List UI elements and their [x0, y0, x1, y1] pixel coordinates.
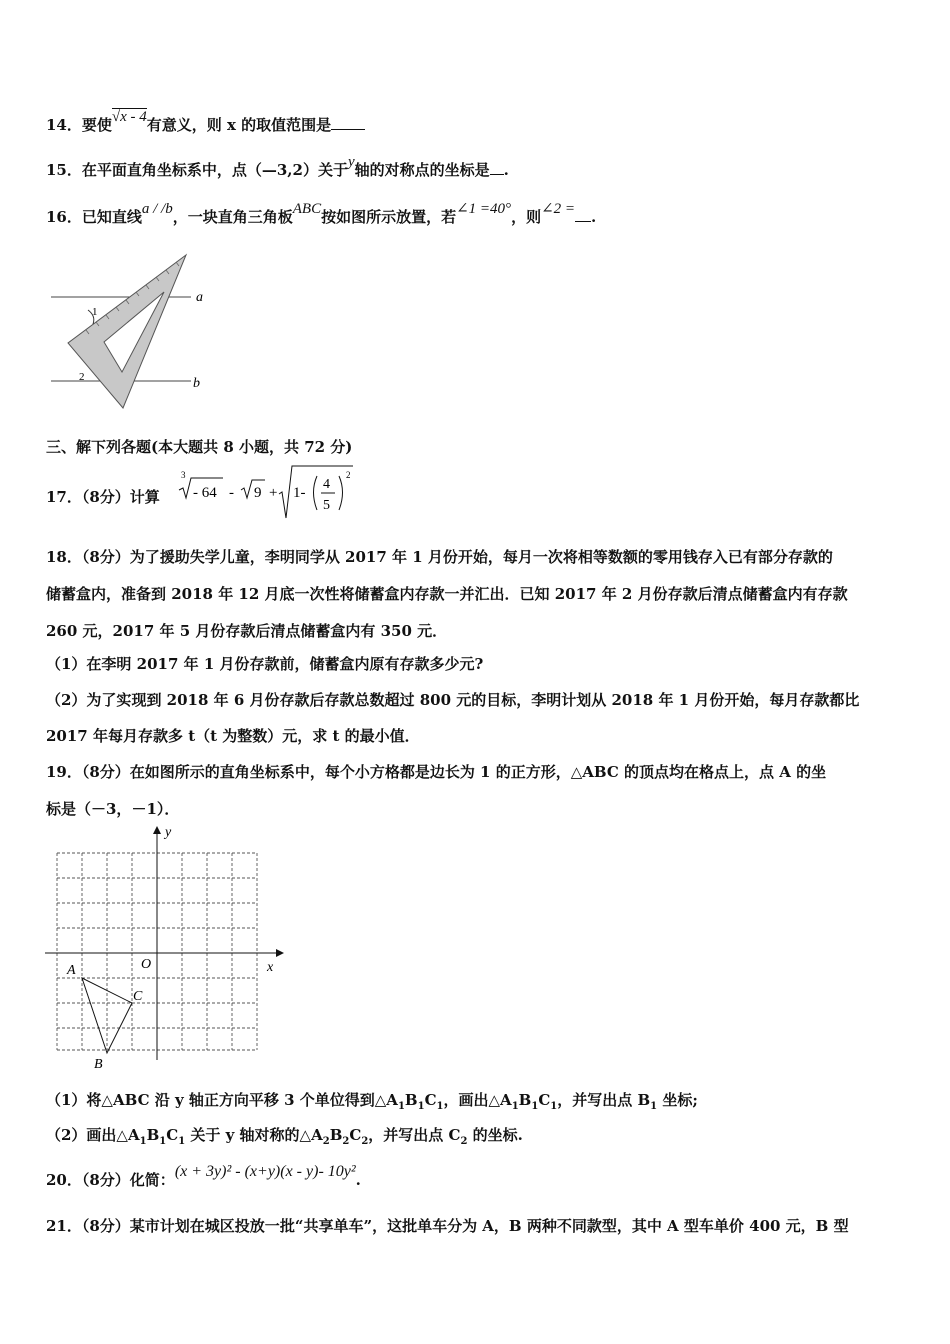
answer-blank [490, 160, 504, 175]
question-number: 16． [46, 208, 82, 226]
section-3-heading: 三、解下列各题(本大题共 8 小题，共 72 分) [46, 438, 353, 456]
text: （1）将△ABC 沿 y 轴正方向平移 3 个单位得到△A [46, 1091, 398, 1109]
question-18-sub2b: 2017 年每月存款多 t（t 为整数）元，求 t 的最小值． [46, 727, 420, 745]
question-15 [46, 154, 509, 181]
text: ，画出△A [443, 1091, 512, 1109]
text: （2）画出△A [46, 1126, 140, 1144]
x-axis-label: x [267, 960, 274, 975]
punctuation: . [503, 161, 509, 179]
answer-blank [331, 115, 365, 130]
vertex-c-label: C [133, 989, 143, 1004]
punctuation: . [591, 208, 597, 226]
line-a-label: a [196, 290, 203, 305]
left-paren [314, 476, 318, 510]
answer-blank [575, 207, 591, 222]
question-text: 17．（8分）计算 [46, 488, 160, 506]
fraction-denominator: 5 [323, 498, 330, 513]
question-14 [46, 109, 365, 136]
math-variable: y [347, 154, 355, 170]
minus-sign: - [229, 485, 234, 501]
text: ，并写出点 B [557, 1091, 651, 1109]
question-text: 按如图所示放置，若 [321, 208, 457, 226]
one-minus: 1- [293, 485, 306, 501]
big-radical [279, 466, 353, 518]
question-18-line2: 储蓄盒内，准备到 2018 年 12 月底一次性将储蓄盒内存款一并汇出．已知 2017 年 2 月份存款后清点储蓄盒内有存款 [46, 585, 848, 603]
question-number: 14． [46, 116, 82, 134]
text: ，并写出点 C [368, 1126, 461, 1144]
subscript: 1 [550, 1101, 558, 1112]
q17-expression [175, 464, 365, 520]
angle-2-label: 2 [79, 371, 85, 383]
subscript: 1 [178, 1136, 186, 1147]
angle-1-label: 1 [92, 306, 98, 318]
cbrt-arg: - 64 [193, 485, 217, 501]
line-b-label: b [193, 376, 200, 391]
subscript: 1 [511, 1101, 519, 1112]
subscript: 1 [531, 1101, 539, 1112]
question-16 [46, 201, 597, 228]
sqrt-expression: √x - 4 [111, 109, 147, 125]
text: C [349, 1126, 362, 1144]
math-parallel: a / /b [141, 201, 173, 217]
question-19-sub1 [46, 1090, 698, 1117]
text: B [404, 1091, 418, 1109]
text: 的坐标. [467, 1126, 523, 1144]
subscript: 1 [650, 1101, 658, 1112]
question-19-line1: 19．（8分）在如图所示的直角坐标系中，每个小方格都是边长为 1 的正方形，△ABC 的顶点均在格点上，点 A 的坐 [46, 763, 827, 781]
question-18-line3: 260 元，2017 年 5 月份存款后清点储蓄盒内有 350 元． [46, 622, 448, 640]
question-text: 轴的对称点的坐标是 [354, 161, 490, 179]
question-text: ，则 [511, 208, 542, 226]
cbrt-index: 3 [181, 470, 186, 480]
right-paren [339, 476, 343, 510]
math-angle1: ∠1 =40° [456, 201, 512, 217]
question-19-sub2 [46, 1125, 523, 1152]
question-18-sub2a: （2）为了实现到 2018 年 6 月份存款后存款总数超过 800 元的目标，李明计划从 2018 年 1 月份开始，每月存款都比 [46, 691, 860, 709]
subscript: 2 [342, 1136, 350, 1147]
question-19-line2: 标是（－3，－1）． [46, 800, 180, 818]
subscript: 1 [159, 1136, 167, 1147]
question-18-sub1: （1）在李明 2017 年 1 月份存款前，储蓄盒内原有存款多少元? [46, 655, 484, 673]
question-17 [46, 487, 160, 507]
figure-19-coordinate-grid [40, 820, 290, 1070]
text: B [329, 1126, 343, 1144]
question-text: 15．在平面直角坐标系中，点（—3,2）关于 [46, 161, 348, 179]
question-text: 要使 [81, 116, 112, 134]
question-21-line1: 21．（8分）某市计划在城区投放一批“共享单车”，这批单车分为 A，B 两种不同款型，其中 A 型车单价 400 元，B 型 [46, 1217, 849, 1235]
text: B [518, 1091, 532, 1109]
subscript: 1 [139, 1136, 147, 1147]
punctuation: . [355, 1171, 361, 1189]
question-text: 20．（8分）化简： [46, 1171, 175, 1189]
vertex-b-label: B [94, 1057, 103, 1072]
subscript: 1 [436, 1101, 444, 1112]
text: B [146, 1126, 160, 1144]
text: 坐标; [657, 1091, 698, 1109]
subscript: 1 [397, 1101, 405, 1112]
fraction-numerator: 4 [323, 477, 330, 492]
figure-16-triangle-ruler [46, 250, 216, 415]
origin-label: O [141, 957, 152, 972]
text: C [538, 1091, 551, 1109]
sqrt9-arg: 9 [254, 485, 262, 501]
question-text: 有意义，则 x 的取值范围是 [146, 116, 332, 134]
math-triangle: ABC [292, 201, 322, 217]
math-angle2: ∠2 = [541, 201, 576, 217]
text: C [166, 1126, 179, 1144]
text: C [424, 1091, 437, 1109]
subscript: 2 [322, 1136, 330, 1147]
y-axis-label: y [165, 825, 172, 840]
math-expression: (x + 3y)² - (x+y)(x - y)- 10y² [174, 1163, 356, 1180]
plus-sign: + [269, 485, 278, 501]
vertex-a-label: A [67, 963, 76, 978]
subscript: 1 [417, 1101, 425, 1112]
subscript: 2 [361, 1136, 369, 1147]
question-text: ，一块直角三角板 [172, 208, 293, 226]
exponent: 2 [346, 470, 351, 480]
question-18-line1: 18．（8分）为了援助失学儿童，李明同学从 2017 年 1 月份开始，每月一次将相等数额的零用钱存入已有部分存款的 [46, 548, 833, 566]
question-text: 已知直线 [81, 208, 142, 226]
text: 关于 y 轴对称的△A [185, 1126, 323, 1144]
x-axis-arrow [276, 949, 284, 957]
subscript: 2 [460, 1136, 468, 1147]
question-20 [46, 1163, 361, 1191]
y-axis-arrow [153, 826, 161, 834]
